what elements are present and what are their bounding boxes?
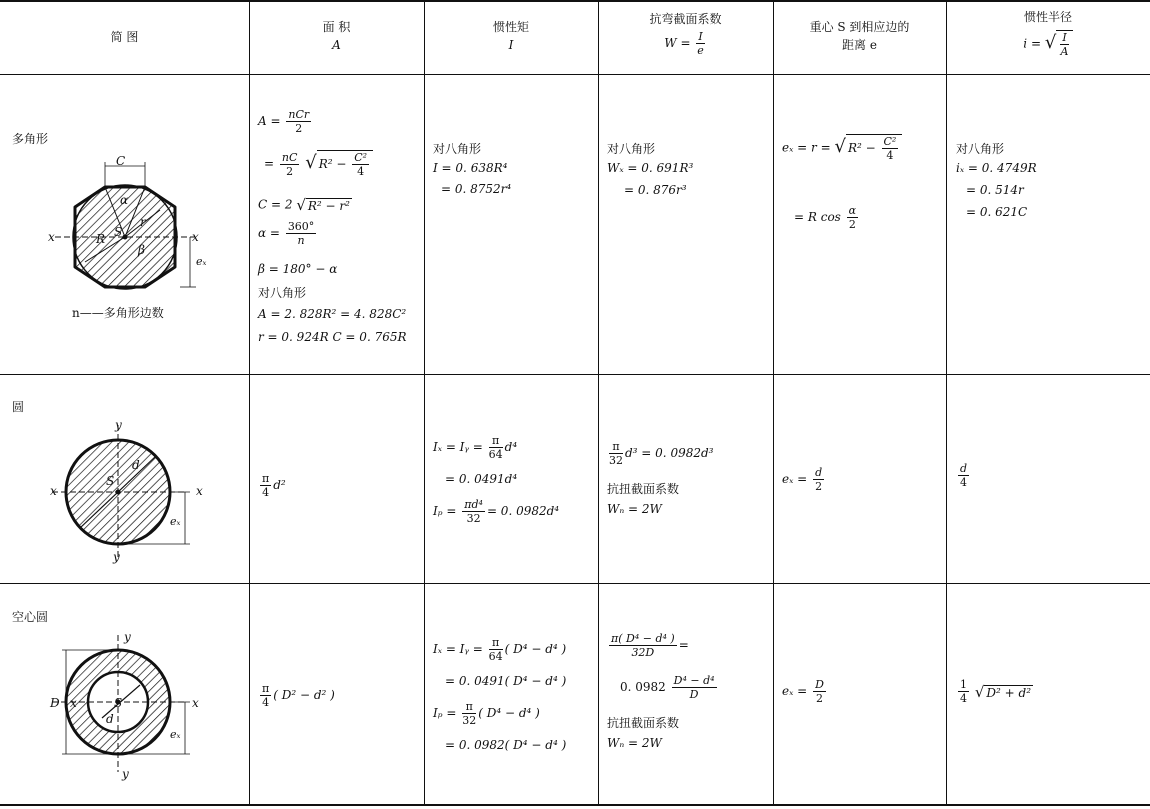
polygon-inertia-line2: I = 0. 638R⁴ bbox=[433, 161, 508, 175]
hollow-inertia-line4: = 0. 0982( D⁴ − d⁴ ) bbox=[445, 738, 567, 752]
polygon-area-line3: C = 2 √ R² − r² bbox=[258, 196, 350, 214]
row1-bottom-rule bbox=[0, 374, 1150, 375]
table-bottom-rule bbox=[0, 804, 1150, 806]
polygon-area-line2: = $\frac{nC}{2}$ √ R² − $\frac{\text{C²}}{4}$ bbox=[264, 150, 373, 178]
header-gyration-label: 惯性半径 bbox=[1023, 10, 1072, 24]
circle-label-ex: eₓ bbox=[170, 515, 181, 528]
hollow-label-x-right: x bbox=[192, 696, 199, 710]
header-bottom-rule bbox=[0, 74, 1150, 75]
hollow-label-y-bottom: y bbox=[122, 767, 129, 781]
header-inertia-label: 惯性矩 bbox=[492, 20, 529, 34]
polygon-label-r: r bbox=[140, 215, 146, 229]
polygon-area-line1: A = $\frac{\text{nCr}}{2}$ bbox=[258, 108, 310, 135]
hollow-modulus-line3: 抗扭截面系数 bbox=[607, 716, 680, 730]
hollow-label-D: D bbox=[50, 696, 60, 710]
polygon-label-S: S bbox=[114, 225, 123, 239]
header-gyration-formula: i = √ $\frac{I}{A}$ bbox=[946, 30, 1150, 58]
header-section-modulus-formula: W = $\frac{I}{e}$ bbox=[664, 30, 704, 57]
header-inertia-symbol: I bbox=[508, 38, 514, 52]
col-divider-2 bbox=[424, 0, 425, 806]
hollow-area: $\frac{\pi}{4}$ ( D² − d² ) bbox=[262, 682, 335, 709]
hollow-modulus-line2: 0. 0982 $\frac{\text{D⁴ − d⁴}}{D}$ bbox=[620, 674, 715, 701]
hollow-modulus-line1: $\frac{\text{π( D⁴ − d⁴ )}}{32D}$ = bbox=[611, 632, 689, 659]
polygon-label-C: C bbox=[116, 154, 126, 168]
row2-bottom-rule bbox=[0, 583, 1150, 584]
polygon-area-line6: 对八角形 bbox=[258, 286, 307, 300]
header-centroid-line2: 距离 e bbox=[842, 38, 877, 52]
polygon-modulus-line3: = 0. 876r³ bbox=[624, 183, 687, 197]
header-area-symbol: A bbox=[332, 38, 341, 52]
polygon-inertia-line3: = 0. 8752r⁴ bbox=[441, 182, 512, 196]
polygon-label-alpha: α bbox=[120, 193, 129, 207]
circle-label-x-right: x bbox=[196, 484, 203, 498]
polygon-gyration-line2: iₓ = 0. 4749R bbox=[956, 161, 1037, 175]
circle-label-d: d bbox=[132, 458, 140, 472]
circle-inertia-line1: Iₓ = Iᵧ = $\frac{\pi}{64}$ d⁴ bbox=[433, 434, 518, 461]
hollow-label-y-top: y bbox=[124, 630, 131, 644]
hollow-label-x-left: x bbox=[70, 696, 77, 710]
hollow-inertia-line1: Iₓ = Iᵧ = $\frac{\pi}{64}$ ( D⁴ − d⁴ ) bbox=[433, 636, 567, 663]
header-centroid bbox=[773, 18, 946, 54]
polygon-modulus-line1: 对八角形 bbox=[607, 142, 656, 156]
circle-label-S: S bbox=[106, 474, 115, 488]
circle-modulus-line2: 抗扭截面系数 bbox=[607, 482, 680, 496]
hollow-label-ex: eₓ bbox=[170, 728, 181, 741]
circle-modulus-line1: $\frac{\pi}{32}$ d³ = 0. 0982d³ bbox=[609, 440, 714, 467]
hollow-inertia-line3: Iₚ = $\frac{\pi}{32}$ ( D⁴ − d⁴ ) bbox=[433, 700, 540, 727]
header-area bbox=[249, 18, 424, 54]
polygon-label-R: R bbox=[96, 232, 106, 246]
polygon-area-line8: r = 0. 924R C = 0. 765R bbox=[258, 330, 407, 344]
circle-inertia-line3: Iₚ = $\frac{\text{πd⁴}}{32}$ = 0. 0982d⁴ bbox=[433, 498, 560, 525]
polygon-area-line7: A = 2. 828R² = 4. 828C² bbox=[258, 307, 407, 321]
polygon-area-line5: β = 180° − α bbox=[258, 262, 338, 276]
polygon-gyration-line3: = 0. 514r bbox=[966, 183, 1024, 197]
hollow-circle-diagram bbox=[40, 630, 210, 780]
col-divider-5 bbox=[946, 0, 947, 806]
row-circle-name: 圆 bbox=[12, 400, 25, 414]
polygon-label-x-right: x bbox=[192, 230, 199, 244]
circle-label-y-bottom: y bbox=[113, 550, 120, 564]
row-polygon-name: 多角形 bbox=[12, 132, 49, 146]
polygon-area-line4: α = $\frac{360^\circ}{n}$ bbox=[258, 220, 315, 247]
circle-modulus-line3: Wₙ = 2W bbox=[607, 502, 662, 516]
row-hollow-name: 空心圆 bbox=[12, 610, 49, 624]
col-divider-3 bbox=[598, 0, 599, 806]
polygon-centroid-line1: eₓ = r = √ R² − $\frac{\text{C²}}{4}$ bbox=[782, 134, 902, 162]
polygon-centroid-line2: = R cos $\frac{\alpha}{2}$ bbox=[794, 204, 857, 231]
hollow-label-S: S bbox=[114, 696, 123, 710]
header-section-modulus-label: 抗弯截面系数 bbox=[649, 12, 722, 26]
hollow-centroid: eₓ = $\frac{D}{2}$ bbox=[782, 678, 824, 705]
polygon-label-beta: β bbox=[138, 243, 145, 257]
header-area-label: 面 积 bbox=[322, 20, 351, 34]
circle-centroid: eₓ = $\frac{d}{2}$ bbox=[782, 466, 823, 493]
polygon-modulus-line2: Wₓ = 0. 691R³ bbox=[607, 161, 694, 175]
polygon-gyration-line4: = 0. 621C bbox=[966, 205, 1028, 219]
polygon-caption: n——多角形边数 bbox=[72, 306, 164, 320]
polygon-inertia-line1: 对八角形 bbox=[433, 142, 482, 156]
hollow-inertia-line2: = 0. 0491( D⁴ − d⁴ ) bbox=[445, 674, 567, 688]
polygon-diagram bbox=[40, 150, 210, 300]
header-centroid-line1: 重心 S 到相应边的 bbox=[809, 20, 910, 34]
header-inertia bbox=[424, 18, 598, 54]
circle-diagram bbox=[40, 420, 210, 565]
col-divider-1 bbox=[249, 0, 250, 806]
header-diagram: 简 图 bbox=[110, 30, 139, 44]
hollow-gyration: $\frac{1}{4}$ √ D² + d² bbox=[960, 678, 1031, 705]
table-top-rule bbox=[0, 0, 1150, 2]
header-section-modulus bbox=[598, 10, 773, 57]
polygon-label-x-left: x bbox=[48, 230, 55, 244]
circle-gyration: $\frac{d}{4}$ bbox=[960, 462, 968, 489]
polygon-label-ex: eₓ bbox=[196, 255, 207, 268]
polygon-gyration-line1: 对八角形 bbox=[956, 142, 1005, 156]
hollow-modulus-line4: Wₙ = 2W bbox=[607, 736, 662, 750]
col-divider-4 bbox=[773, 0, 774, 806]
circle-label-x-left: x bbox=[50, 484, 57, 498]
circle-inertia-line2: = 0. 0491d⁴ bbox=[445, 472, 518, 486]
circle-area: $\frac{\pi}{4}$ d² bbox=[262, 472, 286, 499]
hollow-label-d: d bbox=[106, 712, 114, 726]
header-gyration bbox=[946, 8, 1150, 58]
circle-label-y-top: y bbox=[115, 418, 122, 432]
